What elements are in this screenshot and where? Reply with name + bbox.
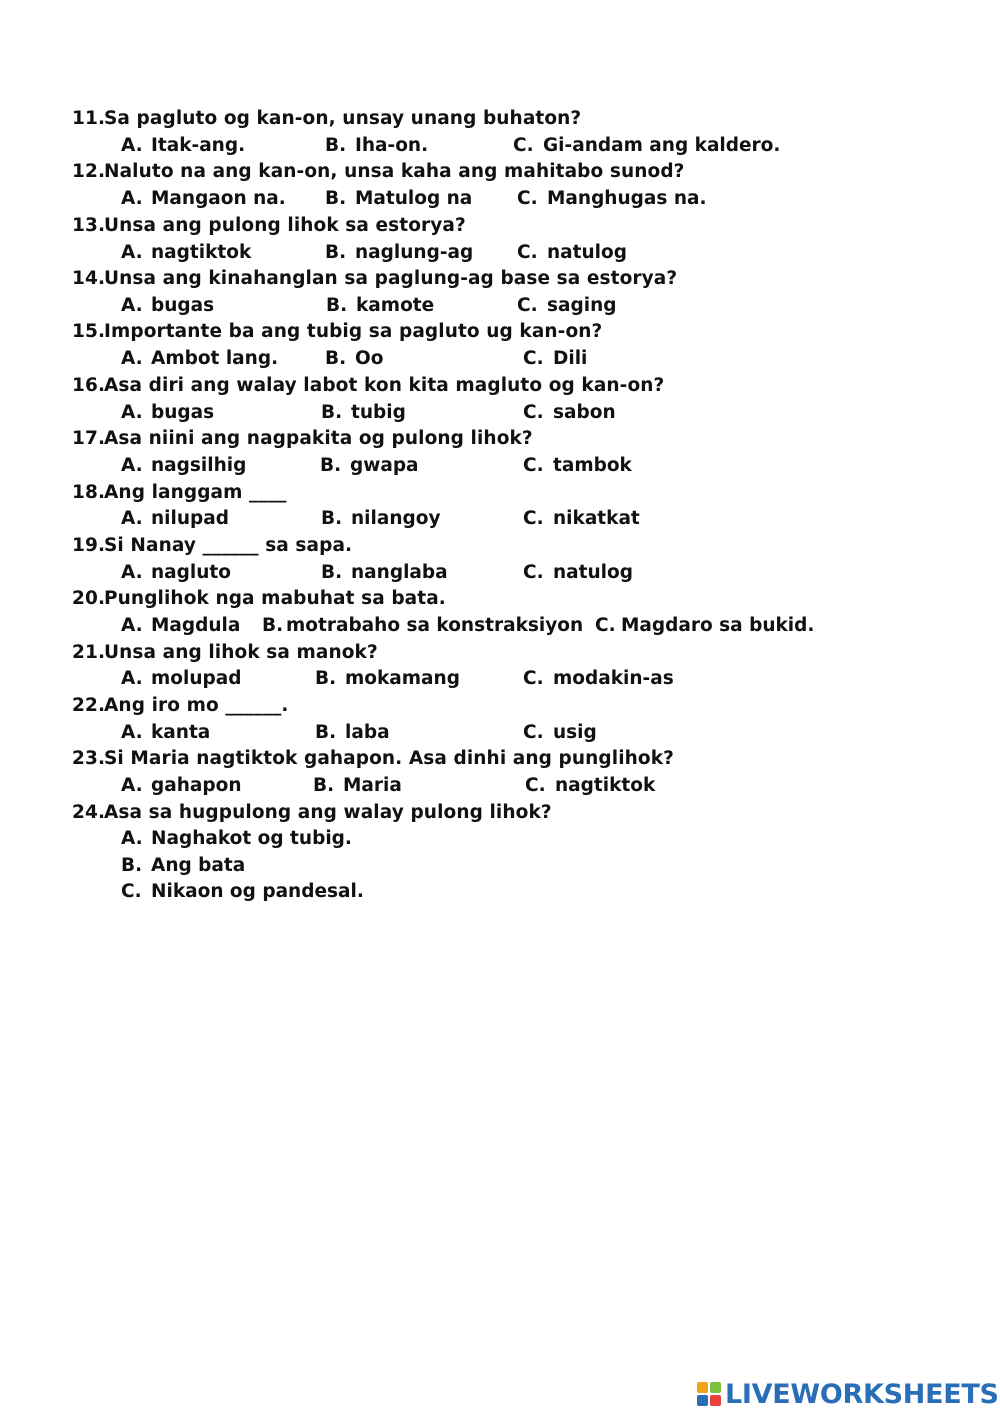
- option-letter: A.: [121, 295, 143, 316]
- option-letter: A.: [121, 348, 143, 369]
- option-letter: C.: [523, 455, 544, 476]
- option-text: nilangoy: [351, 508, 441, 529]
- option-a: [121, 135, 245, 157]
- question-number: 17.: [72, 428, 106, 449]
- option-b: [325, 188, 472, 210]
- option-letter: C.: [523, 348, 544, 369]
- option-letter: B.: [325, 135, 347, 156]
- question-text: Ang iro mo ______.: [104, 695, 289, 716]
- option-letter: A.: [121, 242, 143, 263]
- option-letter: A.: [121, 508, 143, 529]
- question-20: [72, 588, 446, 610]
- option-text: modakin-as: [553, 668, 674, 689]
- option-letter: A.: [121, 455, 143, 476]
- question-number: 22.: [72, 695, 106, 716]
- option-b: [262, 615, 583, 637]
- option-b: [321, 402, 406, 424]
- question-number: 20.: [72, 588, 106, 609]
- option-b: [121, 855, 245, 877]
- option-text: kamote: [356, 295, 435, 316]
- option-text: tambok: [553, 455, 632, 476]
- option-text: Matulog na: [355, 188, 473, 209]
- option-letter: A.: [121, 188, 143, 209]
- option-c: [523, 562, 633, 584]
- option-a: [121, 348, 278, 370]
- option-b: [325, 348, 383, 370]
- question-number: 15.: [72, 321, 106, 342]
- option-letter: C.: [523, 668, 544, 689]
- option-text: nagluto: [151, 562, 231, 583]
- question-text: Si Maria nagtiktok gahapon. Asa dinhi ang punglihok?: [104, 748, 674, 769]
- option-text: Mangaon na.: [151, 188, 286, 209]
- option-b: [320, 455, 419, 477]
- option-b: [326, 295, 434, 317]
- option-text: motrabaho sa konstraksiyon: [286, 615, 584, 636]
- question-15: [72, 321, 602, 343]
- option-a: [121, 508, 229, 530]
- option-text: Gi-andam ang kaldero.: [543, 135, 781, 156]
- option-letter: A.: [121, 775, 143, 796]
- option-letter: C.: [517, 188, 538, 209]
- option-c: [523, 668, 674, 690]
- option-text: mokamang: [345, 668, 460, 689]
- option-text: Magdaro sa bukid.: [621, 615, 815, 636]
- option-text: Itak-ang.: [151, 135, 246, 156]
- option-text: kanta: [151, 722, 211, 743]
- question-23: [72, 748, 674, 770]
- option-c: [513, 135, 780, 157]
- question-14: [72, 268, 677, 290]
- question-number: 24.: [72, 802, 106, 823]
- option-text: Ang bata: [151, 855, 246, 876]
- option-text: molupad: [151, 668, 242, 689]
- option-text: tubig: [351, 402, 406, 423]
- option-c: [517, 242, 627, 264]
- option-text: nagtiktok: [555, 775, 656, 796]
- option-a: [121, 295, 214, 317]
- question-11: [72, 108, 581, 130]
- question-text: Ang langgam ____: [104, 482, 287, 503]
- option-letter: C.: [517, 242, 538, 263]
- option-letter: B.: [313, 775, 335, 796]
- option-text: nilupad: [151, 508, 229, 529]
- option-letter: C.: [523, 508, 544, 529]
- option-c: [523, 402, 616, 424]
- option-a: [121, 242, 251, 264]
- question-number: 18.: [72, 482, 106, 503]
- option-letter: A.: [121, 722, 143, 743]
- option-letter: B.: [315, 722, 337, 743]
- question-text: Si Nanay ______ sa sapa.: [104, 535, 353, 556]
- option-text: Ambot lang.: [151, 348, 279, 369]
- option-c: [595, 615, 814, 637]
- liveworksheets-logo[interactable]: [697, 1378, 999, 1410]
- logo-text: LIVEWORKSHEETS: [725, 1378, 999, 1410]
- option-letter: B.: [262, 615, 284, 636]
- option-letter: B.: [320, 455, 342, 476]
- option-text: Maria: [343, 775, 402, 796]
- option-letter: B.: [321, 402, 343, 423]
- option-b: [313, 775, 402, 797]
- option-letter: C.: [121, 881, 142, 902]
- question-18: [72, 482, 286, 504]
- question-24: [72, 802, 552, 824]
- option-text: usig: [553, 722, 597, 743]
- option-c: [523, 348, 587, 370]
- question-number: 19.: [72, 535, 106, 556]
- option-text: sabon: [553, 402, 616, 423]
- option-letter: C.: [525, 775, 546, 796]
- option-b: [325, 242, 473, 264]
- option-text: Naghakot og tubig.: [151, 828, 352, 849]
- option-c: [517, 295, 617, 317]
- liveworksheets-logo-icon: [697, 1381, 723, 1407]
- option-c: [523, 455, 632, 477]
- question-text: Asa diri ang walay labot kon kita magluto og kan-on?: [104, 375, 665, 396]
- option-letter: A.: [121, 668, 143, 689]
- option-text: nanglaba: [351, 562, 448, 583]
- option-letter: C.: [517, 295, 538, 316]
- option-text: naglung-ag: [355, 242, 474, 263]
- option-letter: C.: [523, 562, 544, 583]
- question-13: [72, 215, 466, 237]
- question-text: Unsa ang pulong lihok sa estorya?: [104, 215, 466, 236]
- question-text: Unsa ang kinahanglan sa paglung-ag base sa estorya?: [104, 268, 678, 289]
- question-text: Unsa ang lihok sa manok?: [104, 642, 378, 663]
- option-c: [523, 722, 597, 744]
- option-letter: A.: [121, 615, 143, 636]
- question-19: [72, 535, 352, 557]
- option-a: [121, 828, 352, 850]
- option-a: [121, 455, 246, 477]
- option-letter: C.: [595, 615, 616, 636]
- question-text: Importante ba ang tubig sa pagluto ug kan-on?: [104, 321, 603, 342]
- question-text: Naluto na ang kan-on, unsa kaha ang mahitabo sunod?: [104, 161, 685, 182]
- option-letter: B.: [321, 562, 343, 583]
- option-text: nagsilhig: [151, 455, 247, 476]
- question-text: Sa pagluto og kan-on, unsay unang buhaton?: [104, 108, 582, 129]
- option-a: [121, 722, 210, 744]
- option-text: laba: [345, 722, 390, 743]
- option-letter: A.: [121, 135, 143, 156]
- option-b: [321, 562, 448, 584]
- option-letter: B.: [321, 508, 343, 529]
- option-letter: B.: [325, 348, 347, 369]
- option-a: [121, 668, 241, 690]
- option-letter: C.: [523, 722, 544, 743]
- option-letter: B.: [121, 855, 143, 876]
- option-text: bugas: [151, 402, 215, 423]
- option-text: bugas: [151, 295, 215, 316]
- question-number: 13.: [72, 215, 106, 236]
- question-22: [72, 695, 289, 717]
- option-letter: A.: [121, 828, 143, 849]
- option-text: nagtiktok: [151, 242, 252, 263]
- question-number: 16.: [72, 375, 106, 396]
- option-c: [517, 188, 707, 210]
- option-c: [523, 508, 640, 530]
- option-letter: B.: [325, 188, 347, 209]
- option-b: [315, 668, 460, 690]
- option-a: [121, 615, 240, 637]
- option-letter: C.: [523, 402, 544, 423]
- question-16: [72, 375, 664, 397]
- option-text: Manghugas na.: [547, 188, 707, 209]
- option-a: [121, 402, 214, 424]
- option-c: [121, 881, 364, 903]
- question-number: 21.: [72, 642, 106, 663]
- option-b: [325, 135, 428, 157]
- question-17: [72, 428, 533, 450]
- option-text: gwapa: [350, 455, 419, 476]
- option-text: Iha-on.: [355, 135, 429, 156]
- question-number: 14.: [72, 268, 106, 289]
- option-text: Dili: [553, 348, 588, 369]
- question-21: [72, 642, 378, 664]
- option-letter: C.: [513, 135, 534, 156]
- option-text: Oo: [355, 348, 384, 369]
- option-a: [121, 188, 286, 210]
- question-number: 11.: [72, 108, 106, 129]
- option-letter: B.: [315, 668, 337, 689]
- question-text: Asa sa hugpulong ang walay pulong lihok?: [104, 802, 552, 823]
- option-text: gahapon: [151, 775, 242, 796]
- option-letter: A.: [121, 562, 143, 583]
- option-text: Nikaon og pandesal.: [151, 881, 364, 902]
- question-12: [72, 161, 685, 183]
- option-letter: B.: [326, 295, 348, 316]
- question-text: Asa niini ang nagpakita og pulong lihok?: [104, 428, 533, 449]
- option-b: [315, 722, 390, 744]
- option-a: [121, 775, 242, 797]
- option-c: [525, 775, 655, 797]
- option-text: nikatkat: [553, 508, 640, 529]
- option-a: [121, 562, 231, 584]
- question-number: 23.: [72, 748, 106, 769]
- option-text: Magdula: [151, 615, 241, 636]
- option-text: natulog: [553, 562, 633, 583]
- option-letter: B.: [325, 242, 347, 263]
- question-text: Punglihok nga mabuhat sa bata.: [104, 588, 446, 609]
- question-number: 12.: [72, 161, 106, 182]
- option-text: natulog: [547, 242, 627, 263]
- option-letter: A.: [121, 402, 143, 423]
- option-b: [321, 508, 441, 530]
- option-text: saging: [547, 295, 617, 316]
